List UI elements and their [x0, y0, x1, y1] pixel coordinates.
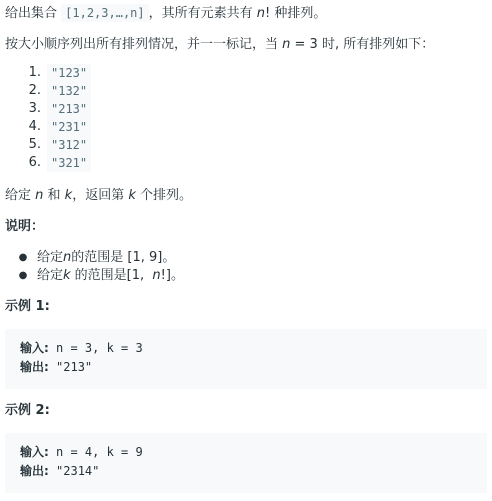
input-value: n = 3, k = 3 — [48, 341, 143, 355]
output-value: "213" — [48, 360, 93, 374]
intro-text: ，其所有元素共有 — [148, 6, 257, 21]
set-code: [1,2,3,…,n] — [61, 4, 148, 22]
permutation-code: "231" — [47, 118, 91, 136]
bullet-icon: ● — [18, 270, 28, 281]
list-number: 5. — [28, 137, 41, 152]
intro-text: ! 种排列。 — [265, 6, 327, 21]
list-item — [5, 154, 91, 172]
input-label: 输入: — [20, 341, 49, 355]
list-item — [5, 64, 91, 82]
permutation-code: "123" — [47, 64, 91, 82]
list-number: 6. — [28, 155, 41, 170]
list-item — [5, 100, 91, 118]
note-list — [5, 249, 184, 285]
output-value: "2314" — [48, 464, 100, 478]
list-item — [5, 267, 184, 285]
list-number: 3. — [28, 101, 41, 116]
task-text: ，返回第 — [72, 188, 129, 203]
list-item — [5, 118, 91, 136]
output-label: 输出: — [20, 464, 49, 478]
input-value: n = 4, k = 9 — [48, 445, 143, 459]
n-variable: n — [63, 250, 72, 265]
list-item — [5, 136, 91, 154]
task-text: 和 — [43, 188, 65, 203]
input-label: 输入: — [20, 445, 49, 459]
n-variable: n — [35, 188, 44, 203]
intro-paragraph — [5, 3, 326, 24]
example-1-heading: 示例 1: — [5, 299, 50, 314]
output-label: 输出: — [20, 360, 49, 374]
task-text: 给定 — [5, 188, 36, 203]
k-variable: k — [63, 268, 71, 283]
note-text: !]。 — [160, 268, 184, 283]
intro-text: 给出集合 — [5, 6, 62, 21]
task-text: 个排列。 — [135, 188, 192, 203]
permutation-code: "213" — [47, 100, 91, 118]
n-variable: n — [152, 268, 161, 283]
note-text: 的范围是 [1, 9]。 — [71, 250, 176, 265]
n-variable: n — [282, 37, 291, 52]
list-number: 4. — [28, 119, 41, 134]
list-number: 2. — [28, 83, 41, 98]
list-item — [5, 82, 91, 100]
k-variable: k — [128, 188, 136, 203]
ordering-text: 按大小顺序列出所有排列情况，并一一标记，当 — [5, 37, 283, 52]
list-item — [5, 249, 184, 267]
note-text: 的范围是[1, — [70, 268, 153, 283]
example-1-block — [5, 329, 487, 389]
example-2-heading: 示例 2: — [5, 403, 50, 418]
bullet-icon: ● — [18, 252, 28, 263]
permutation-code: "132" — [47, 82, 91, 100]
permutation-list — [5, 64, 91, 172]
note-text: 给定 — [37, 268, 64, 283]
example-2-block — [5, 433, 487, 493]
ordering-text: = 3 时, 所有排列如下： — [290, 37, 435, 52]
n-variable: n — [256, 6, 266, 21]
note-text: 给定 — [37, 250, 64, 265]
note-heading: 说明： — [5, 219, 45, 234]
permutation-code: "321" — [47, 154, 91, 172]
k-variable: k — [64, 188, 73, 203]
permutation-code: "312" — [47, 136, 91, 154]
ordering-paragraph — [5, 35, 434, 55]
task-paragraph — [5, 186, 192, 206]
list-number: 1. — [28, 65, 41, 80]
